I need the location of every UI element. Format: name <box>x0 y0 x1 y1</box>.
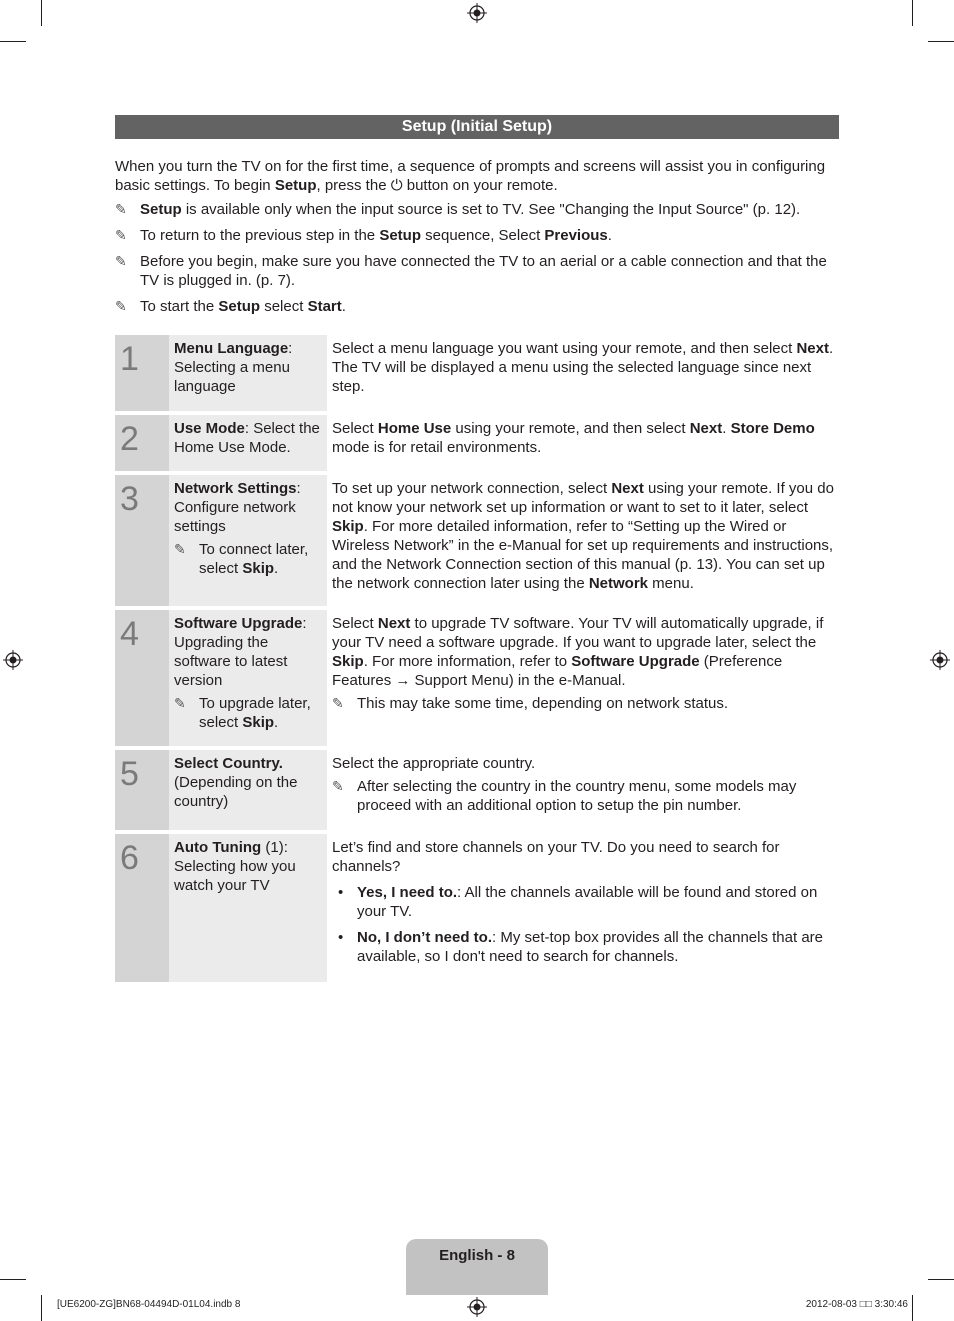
section-title: Setup (Initial Setup) <box>115 115 839 139</box>
step-name: Use Mode: Select the Home Use Mode. <box>169 415 327 471</box>
list-item: • Yes, I need to.: All the channels available will be found and stored on your TV. <box>338 884 818 920</box>
crop-mark <box>928 1279 954 1280</box>
step-name: Select Country. (Depending on the country) <box>169 750 327 830</box>
bullet-icon: • <box>338 929 344 946</box>
page-number-tab: English - 8 <box>406 1239 548 1295</box>
note: ✎ To connect later, select Skip. <box>174 541 309 577</box>
table-row <box>115 415 839 471</box>
print-timestamp: 2012-08-03 □□ 3:30:46 <box>805 1299 908 1310</box>
step-description: Select a menu language you want using your remote, and then select Next. The TV will be displayed a menu using the selected language since next step. <box>332 340 834 395</box>
step-number: 1 <box>115 335 169 411</box>
step-number: 3 <box>115 475 169 606</box>
table-row <box>115 750 839 830</box>
note: ✎ To return to the previous step in the Setup sequence, Select Previous. <box>115 227 612 244</box>
intro-section <box>115 157 839 323</box>
pencil-note-icon: ✎ <box>115 298 127 314</box>
intro-paragraph: When you turn the TV on for the first time, a sequence of prompts and screens will assist you in configuring basic settings. To begin Setup, press the ⏻ button on your remote. <box>115 158 826 194</box>
bullet-icon: • <box>338 884 344 901</box>
pencil-note-icon: ✎ <box>174 541 186 557</box>
step-number: 5 <box>115 750 169 830</box>
step-number: 6 <box>115 834 169 982</box>
note: ✎ To start the Setup select Start. <box>115 298 346 315</box>
pencil-note-icon: ✎ <box>174 695 186 711</box>
list-item: • No, I don’t need to.: My set-top box provides all the channels that are available, so I don't need to search for channels. <box>338 929 824 965</box>
step-name: Software Upgrade: Upgrading the software to latest version ✎ To upgrade later, select Skip. <box>169 610 327 746</box>
crop-mark <box>912 1295 913 1321</box>
registration-mark-icon <box>930 650 950 670</box>
step-name: Network Settings: Configure network settings ✎ To connect later, select Skip. <box>169 475 327 606</box>
note: ✎ To upgrade later, select Skip. <box>174 695 311 731</box>
table-row <box>115 475 839 606</box>
table-row <box>115 610 839 746</box>
file-slug: [UE6200-ZG]BN68-04494D-01L04.indb 8 <box>57 1299 241 1310</box>
pencil-note-icon: ✎ <box>332 695 344 711</box>
pencil-note-icon: ✎ <box>332 778 344 794</box>
step-description: Let’s find and store channels on your TV. Do you need to search for channels? • Yes, I need to.: All the channels available will be found and stored on your TV. • No, I don’t need to.: My set-top box provides all the channels that are available, so I don't need to search for channels. <box>327 834 839 982</box>
step-name: Auto Tuning (1): Selecting how you watch your TV <box>169 834 327 982</box>
crop-mark <box>41 0 42 26</box>
registration-mark-icon <box>467 1297 487 1317</box>
table-row <box>115 335 839 411</box>
registration-mark-icon <box>467 3 487 23</box>
note: ✎ After selecting the country in the country menu, some models may proceed with an additional option to setup the pin number. <box>332 778 797 814</box>
pencil-note-icon: ✎ <box>115 227 127 243</box>
registration-mark-icon <box>3 650 23 670</box>
crop-mark <box>912 0 913 26</box>
power-icon: ⏻ <box>390 177 403 194</box>
crop-mark <box>0 41 26 42</box>
note: ✎ Setup is available only when the input source is set to TV. See "Changing the Input Source" (p. 12). <box>115 201 801 218</box>
step-name: Menu Language: Selecting a menu language <box>169 335 327 411</box>
crop-mark <box>928 41 954 42</box>
step-description: Select Home Use using your remote, and then select Next. Store Demo mode is for retail environments. <box>332 420 815 456</box>
note: ✎ This may take some time, depending on network status. <box>332 695 729 712</box>
pencil-note-icon: ✎ <box>115 201 127 217</box>
note: ✎ Before you begin, make sure you have connected the TV to an aerial or a cable connection and that the TV is plugged in. (p. 7). <box>115 253 827 289</box>
crop-mark <box>0 1279 26 1280</box>
step-description: Select Next to upgrade TV software. Your TV will automatically upgrade, if your TV need a software upgrade. If you want to upgrade later, select the Skip. For more information, refer to Software Upgrade (Preference Features → Support Menu) in the e-Manual. ✎ This may take some time, depending on network status. <box>327 610 839 746</box>
setup-steps-table <box>115 335 839 986</box>
crop-mark <box>41 1295 42 1321</box>
step-description: Select the appropriate country. ✎ After selecting the country in the country menu, some models may proceed with an additional option to setup the pin number. <box>327 750 839 830</box>
step-number: 4 <box>115 610 169 746</box>
step-description: To set up your network connection, select Next using your remote. If you do not know your network set up information or want to set to it later, select Skip. For more detailed information, refer to “Setting up the Wired or Wireless Network” in the e-Manual for set up requirements and instructions, and the Network Connection section of this manual (p. 13). You can set up the network connection later using the Network menu. <box>332 480 834 592</box>
table-row <box>115 834 839 982</box>
pencil-note-icon: ✎ <box>115 253 127 269</box>
step-number: 2 <box>115 415 169 471</box>
